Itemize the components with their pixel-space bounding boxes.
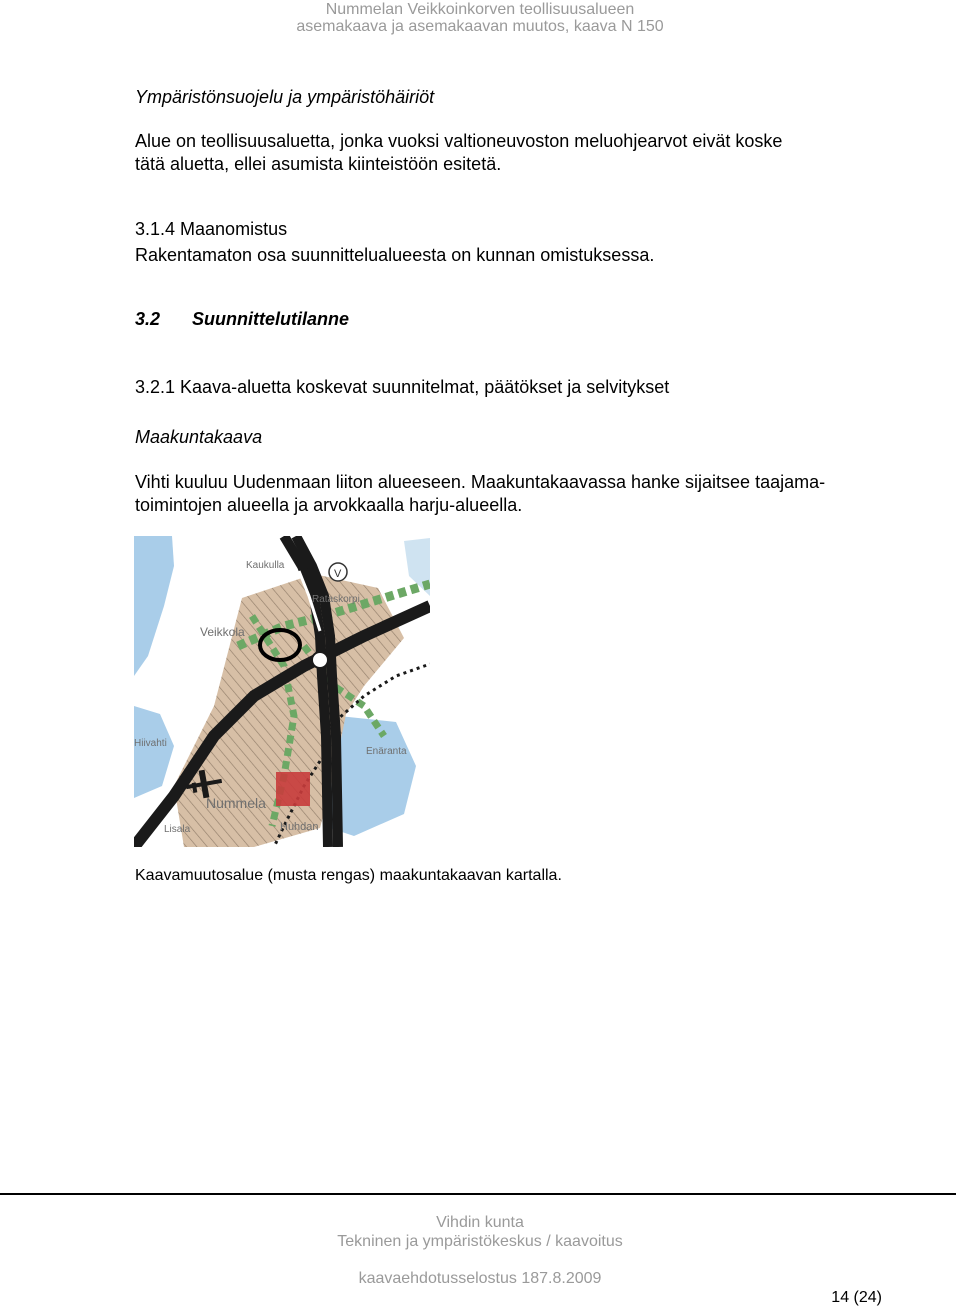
section-32-number: 3.2	[135, 309, 161, 329]
map-label-rataskorpi: Rataskorpi	[312, 594, 360, 605]
map-label-kaukulla: Kaukulla	[246, 560, 285, 571]
section-314-paragraph: Rakentamaton osa suunnittelualueesta on kunnan omistuksessa.	[135, 245, 655, 265]
section-321-heading: 3.2.1 Kaava-aluetta koskevat suunnitelmat, päätökset ja selvitykset	[135, 377, 670, 397]
maakuntakaava-subheading: Maakuntakaava	[135, 427, 263, 447]
footer-divider	[0, 1193, 956, 1195]
map-label-enaranta: Enäranta	[366, 746, 407, 757]
map-label-hiivahti: Hiivahti	[134, 738, 167, 749]
env-heading: Ympäristönsuojelu ja ympäristöhäiriöt	[135, 87, 435, 107]
maakuntakaava-paragraph-line1: Vihti kuuluu Uudenmaan liiton alueeseen. Maakuntakaavassa hanke sijaitsee taajama-	[135, 472, 826, 492]
footer-department: Tekninen ja ympäristökeskus / kaavoitus	[337, 1233, 623, 1250]
footer-municipality: Vihdin kunta	[436, 1214, 524, 1231]
map-label-huhdan: Huhdan	[280, 821, 319, 833]
section-32-title: Suunnittelutilanne	[192, 309, 350, 329]
header-subtitle: asemakaava ja asemakaavan muutos, kaava N 150	[296, 18, 664, 35]
header-title: Nummelan Veikkoinkorven teollisuusalueen	[325, 1, 635, 18]
map-interchange-marker	[312, 652, 328, 668]
map-label-nummela: Nummela	[206, 795, 266, 811]
maakuntakaava-paragraph-line2: toimintojen alueella ja arvokkaalla harju-alueella.	[135, 495, 523, 515]
env-paragraph-line2: tätä aluetta, ellei asumista kiinteistöön esitetä.	[135, 154, 502, 174]
map-v-label: V	[334, 568, 342, 580]
map-label-lisala: Lisala	[164, 824, 191, 835]
page-number: 14 (24)	[831, 1289, 882, 1306]
map-red-square-symbol	[276, 772, 310, 806]
figure-caption: Kaavamuutosalue (musta rengas) maakuntakaavan kartalla.	[135, 867, 562, 884]
env-paragraph-line1: Alue on teollisuusaluetta, jonka vuoksi valtioneuvoston meluohjearvot eivät koske	[135, 131, 783, 151]
map-label-veikkola: Veikkola	[200, 625, 245, 639]
section-32-heading	[135, 307, 349, 331]
section-314-heading: 3.1.4 Maanomistus	[135, 219, 288, 239]
regional-plan-map	[134, 536, 430, 847]
footer-document-id: kaavaehdotusselostus 187.8.2009	[358, 1270, 602, 1287]
